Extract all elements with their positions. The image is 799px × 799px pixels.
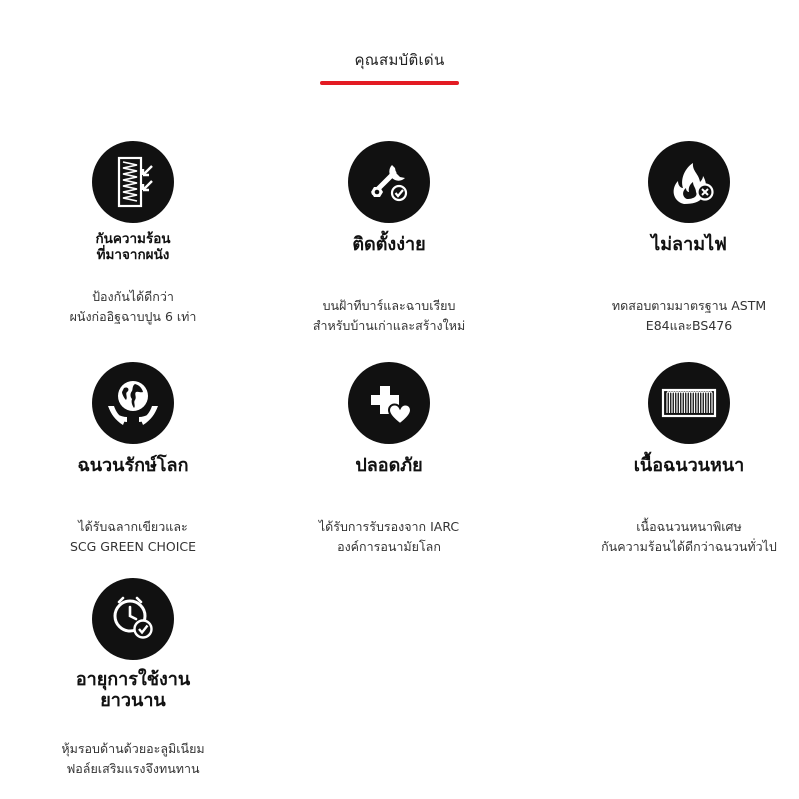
- feature-thick-insulation: [556, 362, 799, 572]
- feature-description: เนื้อฉนวนหนาพิเศษ กันความร้อนได้ดีกว่าฉนวนทั่วไป: [601, 519, 777, 554]
- clock-check-icon: [92, 578, 174, 660]
- feature-title: ปลอดภัย: [355, 455, 423, 476]
- feature-title: ไม่ลามไฟ: [651, 234, 727, 255]
- wrench-screw-icon: [348, 141, 430, 223]
- health-cross-heart-icon: [348, 362, 430, 444]
- thick-insulation-icon: [648, 362, 730, 444]
- feature-description: ได้รับการรับรองจาก IARC องค์การอนามัยโลก: [318, 519, 460, 554]
- globe-hands-icon: [92, 362, 174, 444]
- section-title: คุณสมบัติเด่น: [354, 51, 445, 69]
- feature-heat-protection: [0, 141, 266, 351]
- insulation-layers-icon: [92, 141, 174, 223]
- feature-eco-friendly: [0, 362, 266, 572]
- feature-title: ติดตั้งง่าย: [352, 234, 426, 255]
- feature-title: อายุการใช้งาน ยาวนาน: [75, 669, 191, 711]
- feature-title: เนื้อฉนวนหนา: [633, 455, 745, 476]
- feature-title: กันความร้อน ที่มาจากผนัง: [95, 231, 171, 263]
- feature-description: บนฝ้าทีบาร์และฉาบเรียบ สำหรับบ้านเก่าและสร้างใหม่: [312, 298, 466, 333]
- feature-fire-resistant: [556, 141, 799, 351]
- feature-long-lifespan: [0, 578, 266, 788]
- feature-description: ได้รับฉลากเขียวและ SCG GREEN CHOICE: [69, 519, 197, 554]
- title-underline: [320, 81, 459, 85]
- feature-description: ทดสอบตามมาตรฐาน ASTM E84และBS476: [611, 298, 767, 333]
- no-fire-icon: [648, 141, 730, 223]
- feature-description: หุ้มรอบด้านด้วยอะลูมิเนียม ฟอล์ยเสริมแรงจึงทนทาน: [61, 741, 205, 776]
- section-header: [0, 0, 799, 100]
- feature-description: ป้องกันได้ดีกว่า ผนังก่ออิฐฉาบปูน 6 เท่า: [69, 289, 197, 324]
- feature-title: ฉนวนรักษ์โลก: [77, 455, 189, 476]
- feature-safety: [256, 362, 522, 572]
- feature-easy-install: [256, 141, 522, 351]
